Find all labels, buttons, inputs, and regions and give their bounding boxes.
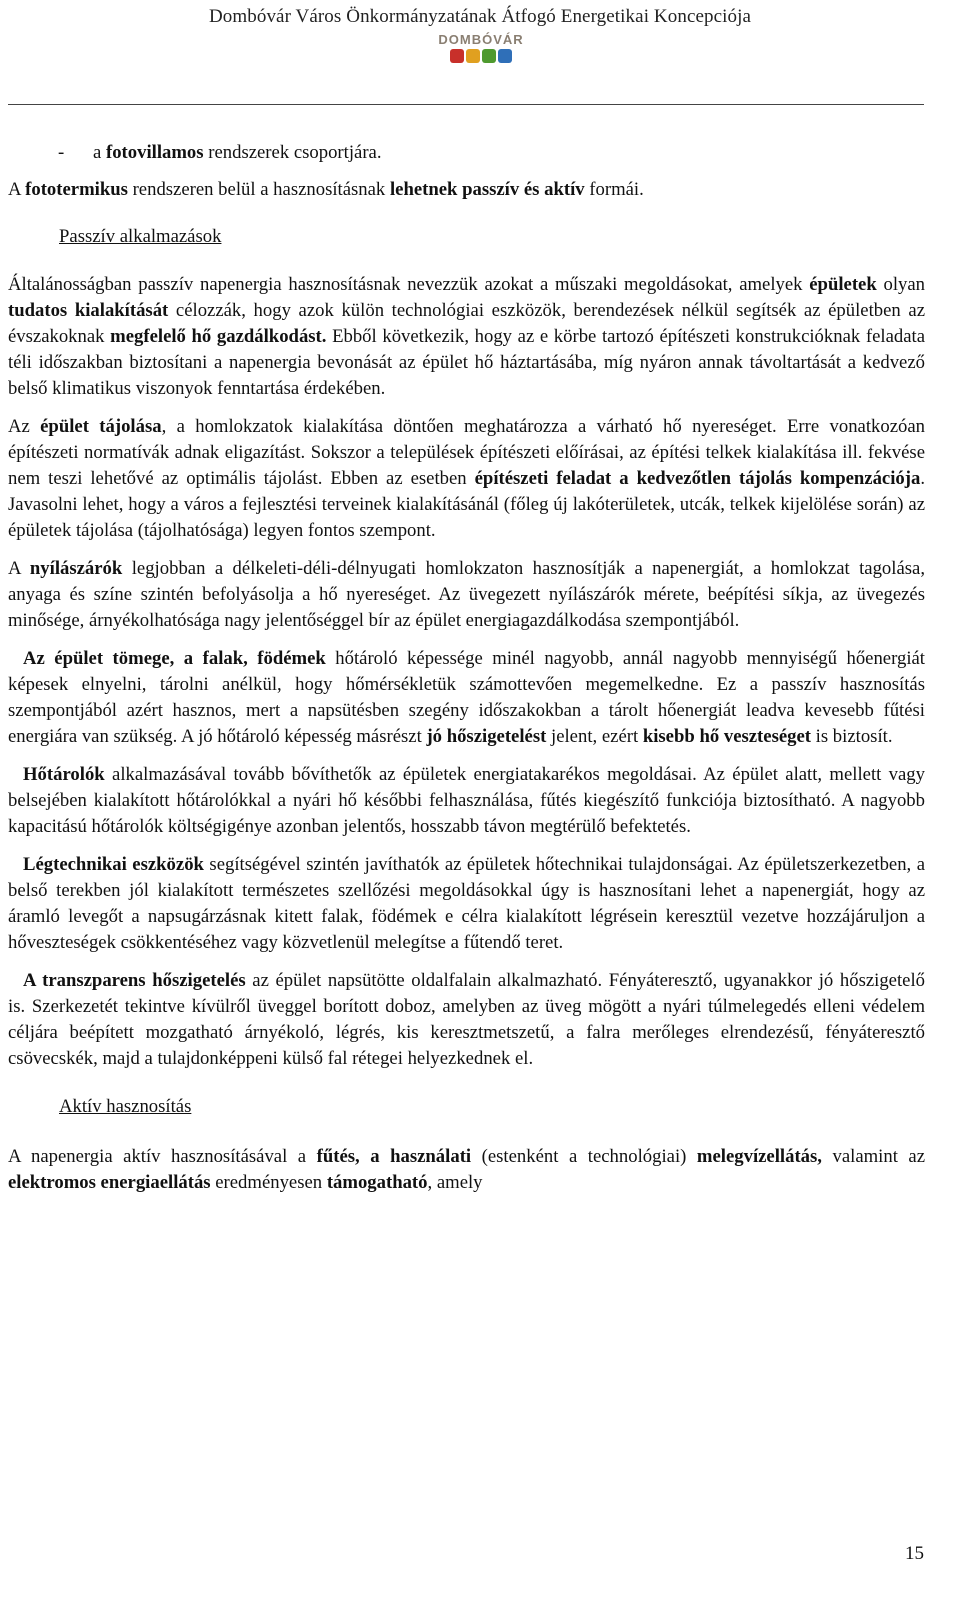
bold-run: Légtechnikai eszközök [23, 854, 204, 875]
text-run: A [8, 179, 26, 200]
bold-run: támogatható [326, 1172, 428, 1193]
text-run: olyan [876, 274, 925, 295]
text-run: A [8, 558, 30, 579]
bold-run: kisebb hő veszteséget [642, 726, 811, 747]
text-run: Általánosságban passzív napenergia hasznosításnak nevezzük azokat a műszaki megoldásokat, amelyek [8, 274, 810, 295]
section-heading-active: Aktív hasznosítás [59, 1096, 192, 1117]
text-run: a [93, 142, 106, 163]
bullet-item [8, 140, 925, 166]
paragraph [8, 1144, 925, 1196]
bold-run: Az épület tömege, a falak, födémek [23, 648, 326, 669]
bold-run: fototermikus [25, 179, 128, 200]
text-run: formái. [584, 179, 644, 200]
paragraph [8, 177, 925, 203]
bold-run: jó hőszigetelést [426, 726, 547, 747]
paragraph [8, 272, 925, 402]
text-run: valamint az [821, 1146, 925, 1167]
paragraph [8, 414, 925, 544]
header-title: Dombóvár Város Önkormányzatának Átfogó Energetikai Koncepciója [208, 6, 752, 27]
logo-icons [436, 49, 526, 63]
paragraph [8, 968, 925, 1072]
paragraph [8, 762, 925, 840]
logo-text: DOMBÓVÁR [438, 32, 524, 47]
text-run: rendszerek csoportjára. [203, 142, 382, 163]
text-run: , amely [427, 1172, 483, 1193]
bold-run: nyílászárók [29, 558, 123, 579]
text-run: eredményesen [210, 1172, 327, 1193]
text-run: segítségével szintén javíthatók az épületek hőtechnikai tulajdonságai. Az épületszerkezetben, a belső terekben jól kialakított természetes szellőzési megoldásokkal úgy is hasznosítani lehet a napenergiát, hogy az áramló levegőt a napsugárzásnak kitett falak, födémek e célra kialakított légrésein keresztül vezetve hozzájáruljon a hőveszteségek csökkentéséhez vagy közvetlenül melegítse a fűtendő teret. [8, 854, 925, 953]
text-run: hőtároló képessége minél nagyobb, annál nagyobb mennyiségű hőenergiát képesek elnyelni, tárolni anélkül, hogy hőmérsékletük számottevően megemelkedne. Ez a passzív hasznosítás szempontjából azért hasznos, mert a napsütésben szegény időszakokban a tárolt hőenergiát leadva kevesebb fűtési energiára van szükség. A jó hőtároló képesség másrészt [8, 648, 925, 747]
text-run: . Javasolni lehet, hogy a város a fejlesztési terveinek kialakításánál (főleg új lakóterületek, utcák, telkek kijelölése során) az épületek tájolása (tájolhatósága) legyen fontos szempont. [8, 468, 926, 541]
section-heading-passive: Passzív alkalmazások [59, 226, 222, 247]
bold-run: építészeti feladat a kedvezőtlen tájolás kompenzációja [474, 468, 921, 489]
bold-run: tudatos kialakítását [8, 300, 169, 321]
header-divider [8, 104, 924, 105]
bold-run: fotovillamos [105, 142, 204, 163]
bold-run: A transzparens hőszigetelés [23, 970, 246, 991]
text-run: , a homlokzatok kialakítása döntően meghatározza a várható hő nyereséget. Erre vonatkozóan építészeti normatívák adnak eligazítást. Sokszor a települések építészeti előírásai, az építési telkek kialakítása ill. fekvése nem teszi lehetővé az optimális tájolást. Ebben az esetben [8, 416, 925, 489]
page-number: 15 [905, 1543, 924, 1564]
text-run: az épület napsütötte oldalfalain alkalmazható. Fényáteresztő, ugyanakkor jó hőszigetelő is. Szerkezetét tekintve kívülről üveggel borított doboz, amelyben az üveg mögött a nyári túlmelegedés elleni védelem céljára beépített mozgatható árnyékoló, légrés, kis keresztmetszetű, a falra merőleges elrendezésű, fényáteresztő csövecskék, majd a tulajdonképpeni külső fal rétegei helyezkednek el. [8, 970, 925, 1069]
document-body [8, 140, 925, 1208]
logo-square-icon [482, 49, 496, 63]
text-run: célozzák, hogy azok külön technológiai eszközök, berendezések nélkül segítsék az épületben az évszakoknak [8, 300, 925, 347]
bold-run: épületek [809, 274, 877, 295]
text-run: (estenként a technológiai) [471, 1146, 697, 1167]
logo-square-icon [498, 49, 512, 63]
paragraph [8, 556, 925, 634]
bullet-dash: - [58, 142, 65, 163]
bold-run: Hőtárolók [23, 764, 105, 785]
bold-run: melegvízellátás, [696, 1146, 822, 1167]
bullet-text [58, 142, 382, 163]
bold-run: fűtés, a használati [316, 1146, 472, 1167]
text-run: alkalmazásával tovább bővíthetők az épületek energiatakarékos megoldásai. Az épület alatt, mellett vagy belsejében kialakított hőtárolókkal a nyári hő későbbi felhasználása, fűtés kiegészítő funkciója biztosítható. A nagyobb kapacitású hőtárolók költségigénye azonban jelentős, hosszabb távon megtérülő befektetés. [8, 764, 925, 837]
bold-run: lehetnek passzív és aktív [389, 179, 585, 200]
dombovar-logo [436, 33, 526, 81]
paragraph [8, 852, 925, 956]
text-run: legjobban a délkeleti-déli-délnyugati homlokzaton hasznosítják a napenergiát, a homlokzat tagolása, anyaga és színe szintén befolyásolja a hő nyereséget. Az üvegezett nyílászárók mérete, beépítési síkja, az üvegezés minősége, árnyékolhatósága nagy jelentőséggel bír az épület energiagazdálkodása szempontjából. [8, 558, 925, 631]
text-run: Az [8, 416, 41, 437]
logo-square-icon [450, 49, 464, 63]
logo-square-icon [466, 49, 480, 63]
paragraph [8, 646, 925, 750]
text-run: Ebből következik, hogy az e körbe tartozó építészeti konstrukcióknak feladata téli időszakban biztosítani a napenergia bevonását az épület hő háztartásába, míg nyáron annak távoltartását a kedvező belső klimatikus viszonyok fenntartása érdekében. [8, 326, 925, 399]
text-run: A napenergia aktív hasznosításával a [8, 1146, 317, 1167]
bold-run: elektromos energiaellátás [8, 1172, 211, 1193]
text-run: is biztosít. [811, 726, 893, 747]
text-run: jelent, ezért [546, 726, 643, 747]
bold-run: épület tájolása [40, 416, 162, 437]
text-run: rendszeren belül a hasznosításnak [127, 179, 390, 200]
bold-run: megfelelő hő gazdálkodást. [110, 326, 327, 347]
